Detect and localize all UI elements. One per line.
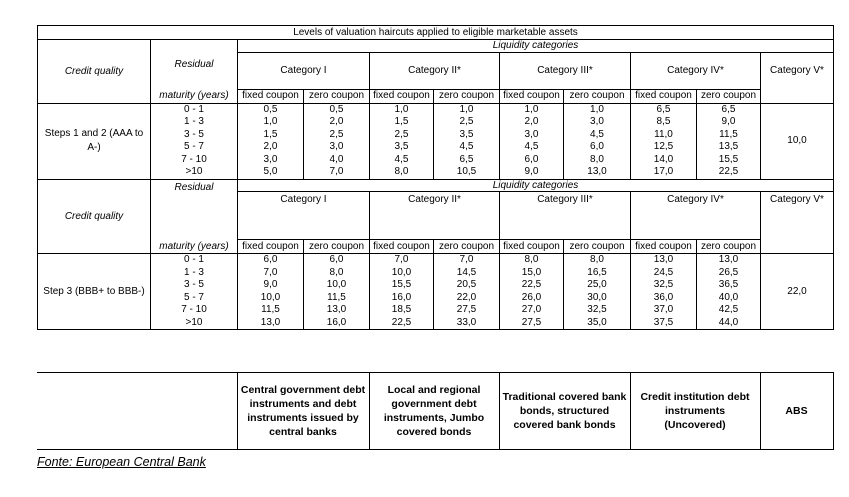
haircut-value: 37,0: [653, 304, 674, 316]
haircut-value: 6,0: [590, 141, 604, 153]
haircut-value: 3,0: [590, 116, 604, 128]
liquidity-header: Liquidity categories: [238, 40, 834, 53]
category-header: Category V*: [761, 52, 834, 103]
haircut-value: 8,0: [329, 266, 344, 278]
haircut-value: 3,0: [329, 141, 344, 153]
haircut-value: 6,5: [721, 103, 736, 115]
haircut-value: 18,5: [391, 304, 412, 316]
category-header: Category I: [238, 52, 370, 89]
category-header: Category IV*: [631, 52, 761, 89]
haircut-value: 12,5: [653, 141, 674, 153]
haircut-value: 6,5: [459, 153, 474, 165]
haircut-value: 4,0: [329, 153, 344, 165]
maturity-cell: 0 - 1: [183, 103, 204, 115]
zero-coupon-label: zero coupon: [564, 240, 631, 254]
value-column: [564, 103, 631, 179]
category-v-value: 22,0: [761, 254, 834, 330]
haircut-value: 24,5: [653, 266, 674, 278]
haircut-value: 15,0: [521, 266, 542, 278]
maturity-cell: 3 - 5: [183, 128, 204, 140]
haircut-value: 22,5: [521, 279, 542, 291]
zero-coupon-label: zero coupon: [304, 89, 370, 103]
haircut-value: 10,0: [326, 279, 347, 291]
haircut-value: 10,0: [260, 291, 281, 303]
haircut-value: 13,5: [718, 141, 739, 153]
haircut-value: 44,0: [718, 316, 739, 328]
residual-label: Residual: [151, 40, 238, 90]
haircut-value: 13,0: [587, 166, 607, 178]
value-column: [304, 103, 370, 179]
haircut-value: 3,0: [524, 128, 539, 140]
haircut-value: 26,5: [718, 266, 739, 278]
asset-description: Traditional covered bank bonds, structured covered bank bonds: [499, 373, 630, 450]
maturity-cell: 5 - 7: [183, 291, 204, 303]
category-header: Category IV*: [631, 192, 761, 240]
credit-step-label: Step 3 (BBB+ to BBB-): [38, 254, 151, 330]
haircut-value: 27,5: [521, 316, 542, 328]
haircut-value: 33,0: [456, 316, 477, 328]
haircut-value: 26,0: [521, 291, 542, 303]
haircut-value: 15,5: [718, 153, 739, 165]
haircut-value: 1,0: [394, 103, 409, 115]
haircut-value: 11,5: [719, 128, 738, 140]
haircut-value: 2,0: [524, 116, 539, 128]
haircut-value: 14,0: [653, 153, 674, 165]
asset-description: Local and regional government debt instruments, Jumbo covered bonds: [369, 373, 499, 450]
haircut-value: 1,0: [263, 116, 278, 128]
haircut-value: 9,0: [524, 166, 539, 178]
haircut-value: 25,0: [587, 279, 607, 291]
haircut-value: 13,0: [718, 254, 739, 266]
haircut-value: 4,5: [394, 153, 409, 165]
haircut-value: 16,5: [587, 266, 607, 278]
haircut-value: 27,0: [521, 304, 542, 316]
maturity-column: [151, 254, 238, 330]
category-header: Category II*: [370, 192, 500, 240]
haircut-value: 14,5: [456, 266, 477, 278]
category-header: Category II*: [370, 52, 500, 89]
value-column: [500, 103, 564, 179]
haircut-value: 3,0: [263, 153, 278, 165]
fixed-coupon-label: fixed coupon: [631, 89, 697, 103]
liquidity-header: Liquidity categories: [238, 179, 834, 192]
fixed-coupon-label: fixed coupon: [370, 89, 434, 103]
haircut-value: 16,0: [326, 316, 347, 328]
haircut-value: 4,5: [590, 128, 604, 140]
credit-quality-label: Credit quality: [38, 179, 151, 254]
value-column: [564, 254, 631, 330]
haircut-value: 3,5: [394, 141, 409, 153]
haircut-value: 11,0: [654, 128, 673, 140]
haircut-value: 1,5: [263, 128, 278, 140]
haircut-table: [37, 25, 834, 330]
haircut-value: 1,0: [590, 103, 604, 115]
maturity-column: [151, 103, 238, 179]
haircut-value: 7,0: [263, 266, 278, 278]
haircut-value: 20,5: [456, 279, 477, 291]
zero-coupon-label: zero coupon: [697, 89, 761, 103]
zero-coupon-label: zero coupon: [564, 89, 631, 103]
haircut-value: 22,5: [718, 166, 739, 178]
haircut-value: 2,0: [263, 141, 278, 153]
fixed-coupon-label: fixed coupon: [238, 89, 304, 103]
asset-description: ABS: [760, 373, 833, 450]
haircut-value: 27,5: [456, 304, 477, 316]
maturity-cell: 7 - 10: [181, 153, 207, 165]
haircut-value: 11,5: [327, 291, 346, 303]
haircut-value: 8,0: [394, 166, 409, 178]
haircut-value: 7,0: [329, 166, 344, 178]
value-column: [434, 103, 500, 179]
fixed-coupon-label: fixed coupon: [238, 240, 304, 254]
haircut-value: 32,5: [653, 279, 674, 291]
credit-step-label: Steps 1 and 2 (AAA to A-): [38, 103, 151, 179]
value-column: [500, 254, 564, 330]
haircut-value: 6,0: [329, 254, 344, 266]
fixed-coupon-label: fixed coupon: [631, 240, 697, 254]
haircut-value: 42,5: [718, 304, 739, 316]
haircut-value: 2,5: [329, 128, 344, 140]
haircut-value: 4,5: [459, 141, 474, 153]
category-header: Category III*: [500, 52, 631, 89]
haircut-value: 1,5: [394, 116, 409, 128]
maturity-cell: 3 - 5: [183, 279, 204, 291]
haircut-value: 0,5: [329, 103, 344, 115]
maturity-cell: 5 - 7: [183, 141, 204, 153]
haircut-value: 16,0: [391, 291, 412, 303]
zero-coupon-label: zero coupon: [697, 240, 761, 254]
haircut-value: 0,5: [263, 103, 278, 115]
haircut-value: 13,0: [260, 316, 281, 328]
haircut-value: 13,0: [653, 254, 674, 266]
haircut-value: 8,0: [524, 254, 539, 266]
maturity-cell: 0 - 1: [183, 254, 204, 266]
haircut-value: 7,0: [459, 254, 474, 266]
haircut-value: 2,5: [394, 128, 409, 140]
zero-coupon-label: zero coupon: [434, 240, 500, 254]
maturity-label: maturity (years): [151, 240, 238, 254]
maturity-cell: 1 - 3: [183, 266, 204, 278]
asset-description: Central government debt instruments and debt instruments issued by central banks: [237, 373, 369, 450]
haircut-value: 35,0: [587, 316, 607, 328]
maturity-label: maturity (years): [151, 89, 238, 103]
haircut-value: 8,0: [590, 153, 604, 165]
haircut-value: 2,0: [329, 116, 344, 128]
value-column: [238, 103, 304, 179]
haircut-value: 6,0: [524, 153, 539, 165]
maturity-cell: 7 - 10: [181, 304, 207, 316]
fixed-coupon-label: fixed coupon: [370, 240, 434, 254]
asset-description: Credit institution debt instruments (Uncovered): [630, 373, 760, 450]
empty-cell: [37, 373, 237, 450]
value-column: [370, 103, 434, 179]
haircut-value: 5,0: [263, 166, 278, 178]
value-column: [434, 254, 500, 330]
haircut-value: 10,0: [391, 266, 412, 278]
haircut-value: 2,5: [459, 116, 474, 128]
value-column: [304, 254, 370, 330]
haircut-value: 22,0: [456, 291, 477, 303]
maturity-cell: >10: [185, 316, 203, 328]
haircut-value: 13,0: [326, 304, 347, 316]
value-column: [631, 103, 697, 179]
fixed-coupon-label: fixed coupon: [500, 89, 564, 103]
haircut-value: 3,5: [459, 128, 474, 140]
haircut-value: 10,5: [456, 166, 477, 178]
value-column: [238, 254, 304, 330]
haircut-value: 4,5: [524, 141, 539, 153]
value-column: [370, 254, 434, 330]
haircut-value: 9,0: [721, 116, 736, 128]
source-note: Fonte: European Central Bank: [37, 455, 206, 469]
haircut-value: 37,5: [653, 316, 674, 328]
credit-quality-label: Credit quality: [38, 40, 151, 104]
category-header: Category III*: [500, 192, 631, 240]
haircut-value: 15,5: [391, 279, 412, 291]
haircut-value: 11,5: [261, 304, 280, 316]
haircut-value: 36,0: [653, 291, 674, 303]
haircut-value: 22,5: [391, 316, 412, 328]
maturity-cell: >10: [185, 166, 203, 178]
zero-coupon-label: zero coupon: [304, 240, 370, 254]
table-title: Levels of valuation haircuts applied to eligible marketable assets: [38, 26, 834, 40]
value-column: [697, 103, 761, 179]
haircut-value: 32,5: [587, 304, 607, 316]
haircut-value: 36,5: [718, 279, 739, 291]
category-header: Category V*: [761, 192, 834, 254]
haircut-value: 30,0: [587, 291, 607, 303]
value-column: [697, 254, 761, 330]
value-column: [631, 254, 697, 330]
haircut-value: 6,5: [656, 103, 671, 115]
residual-label: Residual: [151, 179, 238, 240]
haircut-value: 1,0: [459, 103, 474, 115]
haircut-value: 17,0: [653, 166, 674, 178]
haircut-value: 7,0: [394, 254, 409, 266]
haircut-value: 1,0: [524, 103, 539, 115]
category-v-value: 10,0: [761, 103, 834, 179]
asset-description-table: [37, 372, 834, 450]
haircut-value: 6,0: [263, 254, 278, 266]
zero-coupon-label: zero coupon: [434, 89, 500, 103]
haircut-value: 9,0: [263, 279, 278, 291]
category-header: Category I: [238, 192, 370, 240]
maturity-cell: 1 - 3: [183, 116, 204, 128]
haircut-value: 40,0: [718, 291, 739, 303]
haircut-value: 8,0: [590, 254, 604, 266]
haircut-value: 8,5: [656, 116, 671, 128]
fixed-coupon-label: fixed coupon: [500, 240, 564, 254]
